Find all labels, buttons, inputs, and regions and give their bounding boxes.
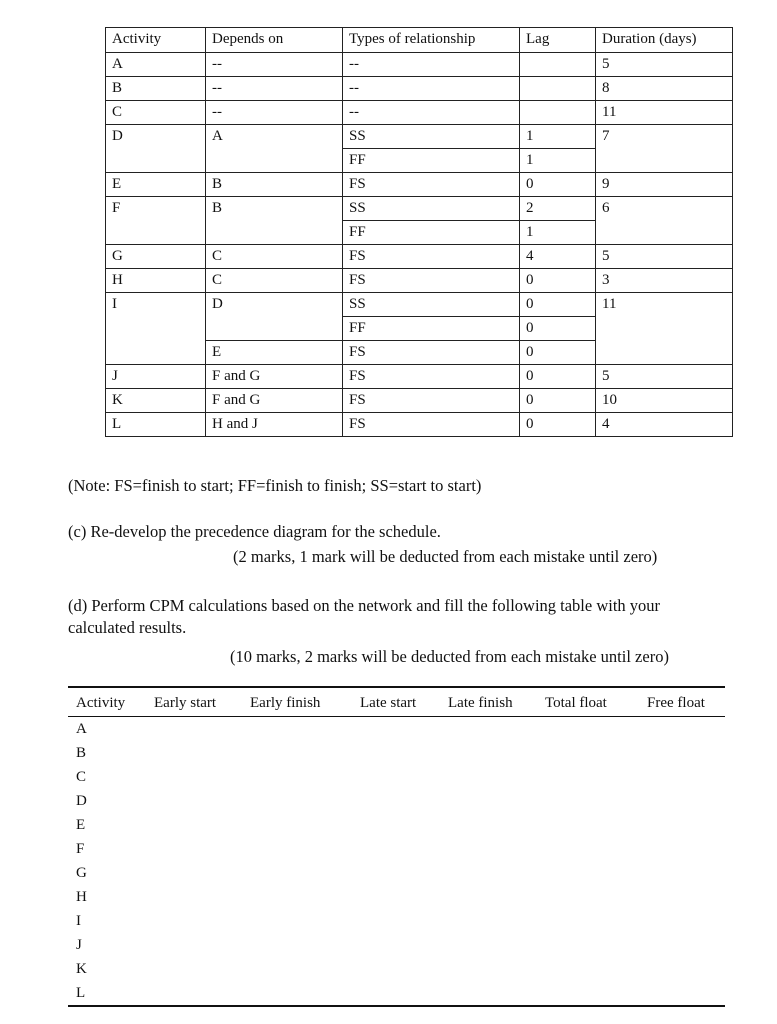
header-early-start: Early start	[146, 687, 242, 717]
activity-cell: L	[106, 413, 206, 437]
blank-cell	[537, 909, 639, 933]
activity-cell: H	[76, 889, 87, 905]
blank-cell	[440, 765, 537, 789]
table-row	[68, 957, 725, 981]
depends-cell: B	[206, 173, 343, 197]
blank-cell	[639, 981, 725, 1006]
blank-cell	[352, 981, 440, 1006]
lag-cell: 1	[520, 149, 596, 173]
table-row	[68, 765, 725, 789]
activity-cell: C	[106, 101, 206, 125]
blank-cell	[537, 765, 639, 789]
blank-cell	[242, 957, 352, 981]
blank-cell	[639, 957, 725, 981]
activity-cell: G	[76, 865, 87, 881]
blank-cell	[146, 885, 242, 909]
blank-cell	[352, 861, 440, 885]
blank-cell	[146, 741, 242, 765]
type-cell: FS	[343, 365, 520, 389]
lag-cell: 0	[520, 389, 596, 413]
blank-cell	[242, 837, 352, 861]
depends-cell: F and G	[206, 365, 343, 389]
activity-cell: K	[106, 389, 206, 413]
depends-cell: D	[206, 293, 343, 341]
blank-cell	[639, 717, 725, 742]
lag-cell: 0	[520, 293, 596, 317]
table-row	[68, 933, 725, 957]
type-cell: FS	[343, 413, 520, 437]
table-row	[106, 125, 733, 149]
header-total-float: Total float	[537, 687, 639, 717]
duration-cell: 5	[596, 245, 733, 269]
cpm-table-header	[68, 687, 725, 717]
table-row	[68, 741, 725, 765]
activity-cell: J	[76, 937, 82, 953]
blank-cell	[639, 837, 725, 861]
blank-cell	[146, 717, 242, 742]
activity-cell: F	[106, 197, 206, 245]
blank-cell	[537, 957, 639, 981]
lag-cell: 0	[520, 365, 596, 389]
table-row	[68, 909, 725, 933]
blank-cell	[440, 717, 537, 742]
header-lag: Lag	[520, 28, 596, 53]
blank-cell	[440, 957, 537, 981]
table-row	[68, 861, 725, 885]
table-row	[106, 293, 733, 317]
blank-cell	[537, 933, 639, 957]
lag-cell: 0	[520, 173, 596, 197]
blank-cell	[352, 765, 440, 789]
blank-cell	[352, 741, 440, 765]
relationship-note: (Note: FS=finish to start; FF=finish to finish; SS=start to start)	[68, 476, 482, 495]
blank-cell	[537, 885, 639, 909]
cpm-results-table	[68, 686, 725, 1007]
blank-cell	[440, 741, 537, 765]
table-row	[68, 789, 725, 813]
blank-cell	[352, 957, 440, 981]
duration-cell: 3	[596, 269, 733, 293]
header-late-start: Late start	[352, 687, 440, 717]
blank-cell	[639, 933, 725, 957]
blank-cell	[537, 789, 639, 813]
type-cell: FS	[343, 245, 520, 269]
activity-cell: A	[76, 721, 87, 737]
table-row	[106, 365, 733, 389]
blank-cell	[440, 981, 537, 1006]
question-c-marks: (2 marks, 1 mark will be deducted from each mistake until zero)	[233, 547, 658, 566]
blank-cell	[242, 765, 352, 789]
activity-cell: I	[76, 913, 81, 929]
activity-cell: K	[76, 961, 87, 977]
blank-cell	[146, 765, 242, 789]
blank-cell	[537, 861, 639, 885]
duration-cell: 11	[596, 293, 733, 365]
blank-cell	[352, 789, 440, 813]
blank-cell	[146, 789, 242, 813]
duration-cell: 7	[596, 125, 733, 173]
blank-cell	[537, 741, 639, 765]
blank-cell	[242, 981, 352, 1006]
table-row	[68, 885, 725, 909]
dependency-table-header	[106, 28, 733, 53]
activity-cell: E	[76, 817, 86, 833]
header-early-finish: Early finish	[242, 687, 352, 717]
question-d-text-line1: (d) Perform CPM calculations based on the network and fill the following table with your	[68, 596, 661, 615]
depends-cell: --	[206, 53, 343, 77]
blank-cell	[146, 909, 242, 933]
lag-cell: 1	[520, 221, 596, 245]
activity-cell: L	[68, 981, 146, 1006]
blank-cell	[639, 765, 725, 789]
blank-cell	[146, 981, 242, 1006]
blank-cell	[440, 933, 537, 957]
blank-cell	[639, 861, 725, 885]
blank-cell	[242, 909, 352, 933]
type-cell: --	[343, 101, 520, 125]
blank-cell	[146, 957, 242, 981]
depends-cell: C	[206, 245, 343, 269]
depends-cell: --	[206, 101, 343, 125]
activity-cell: B	[76, 745, 87, 761]
table-row	[68, 837, 725, 861]
depends-cell: F and G	[206, 389, 343, 413]
header-free-float: Free float	[639, 687, 725, 717]
duration-cell: 5	[596, 53, 733, 77]
question-c-text: (c) Re-develop the precedence diagram for the schedule.	[68, 522, 441, 541]
duration-cell: 5	[596, 365, 733, 389]
type-cell: --	[343, 53, 520, 77]
blank-cell	[537, 981, 639, 1006]
blank-cell	[639, 789, 725, 813]
table-row	[106, 173, 733, 197]
dependency-table	[105, 27, 733, 437]
blank-cell	[440, 789, 537, 813]
blank-cell	[146, 813, 242, 837]
blank-cell	[639, 909, 725, 933]
table-row	[68, 717, 725, 742]
blank-cell	[440, 909, 537, 933]
activity-cell: H	[106, 269, 206, 293]
lag-cell: 0	[520, 269, 596, 293]
blank-cell	[352, 933, 440, 957]
depends-cell: E	[206, 341, 343, 365]
blank-cell	[639, 741, 725, 765]
activity-cell: A	[106, 53, 206, 77]
header-activity: Activity	[106, 28, 206, 53]
depends-cell: H and J	[206, 413, 343, 437]
blank-cell	[352, 837, 440, 861]
activity-cell: J	[106, 365, 206, 389]
header-depends-on: Depends on	[206, 28, 343, 53]
blank-cell	[440, 885, 537, 909]
activity-cell: C	[76, 769, 87, 785]
table-row	[106, 101, 733, 125]
blank-cell	[440, 837, 537, 861]
type-cell: FS	[343, 269, 520, 293]
blank-cell	[639, 813, 725, 837]
blank-cell	[242, 933, 352, 957]
blank-cell	[440, 813, 537, 837]
lag-cell: 0	[520, 341, 596, 365]
blank-cell	[146, 933, 242, 957]
depends-cell: --	[206, 77, 343, 101]
blank-cell	[352, 717, 440, 742]
blank-cell	[440, 861, 537, 885]
type-cell: FS	[343, 173, 520, 197]
activity-cell: G	[106, 245, 206, 269]
lag-cell: 0	[520, 413, 596, 437]
activity-cell: I	[106, 293, 206, 365]
table-row	[68, 981, 725, 1006]
type-cell: FS	[343, 341, 520, 365]
question-d-marks: (10 marks, 2 marks will be deducted from each mistake until zero)	[230, 647, 669, 666]
table-row	[106, 269, 733, 293]
table-row	[106, 53, 733, 77]
activity-cell: F	[76, 841, 85, 857]
table-row	[106, 413, 733, 437]
type-cell: SS	[343, 197, 520, 221]
blank-cell	[242, 813, 352, 837]
blank-cell	[352, 885, 440, 909]
header-types: Types of relationship	[343, 28, 520, 53]
activity-cell: B	[106, 77, 206, 101]
depends-cell: B	[206, 197, 343, 245]
type-cell: SS	[343, 293, 520, 317]
lag-cell: 1	[520, 125, 596, 149]
blank-cell	[242, 717, 352, 742]
blank-cell	[242, 789, 352, 813]
blank-cell	[537, 813, 639, 837]
type-cell: FF	[343, 221, 520, 245]
blank-cell	[146, 861, 242, 885]
blank-cell	[242, 885, 352, 909]
lag-cell	[520, 53, 596, 77]
blank-cell	[352, 813, 440, 837]
duration-cell: 11	[596, 101, 733, 125]
duration-cell: 6	[596, 197, 733, 245]
duration-cell: 10	[596, 389, 733, 413]
table-row	[106, 197, 733, 221]
blank-cell	[352, 909, 440, 933]
blank-cell	[537, 837, 639, 861]
table-row	[68, 813, 725, 837]
depends-cell: A	[206, 125, 343, 173]
activity-cell: D	[106, 125, 206, 173]
header-late-finish: Late finish	[440, 687, 537, 717]
blank-cell	[537, 717, 639, 742]
question-d-text-line2: calculated results.	[68, 618, 187, 637]
activity-cell: D	[76, 793, 87, 809]
blank-cell	[242, 741, 352, 765]
type-cell: FF	[343, 317, 520, 341]
duration-cell: 8	[596, 77, 733, 101]
duration-cell: 9	[596, 173, 733, 197]
header-activity: Activity	[68, 687, 146, 717]
lag-cell: 4	[520, 245, 596, 269]
activity-cell: E	[106, 173, 206, 197]
lag-cell: 2	[520, 197, 596, 221]
lag-cell	[520, 101, 596, 125]
table-row	[106, 77, 733, 101]
type-cell: SS	[343, 125, 520, 149]
blank-cell	[639, 885, 725, 909]
header-duration: Duration (days)	[596, 28, 733, 53]
depends-cell: C	[206, 269, 343, 293]
type-cell: FS	[343, 389, 520, 413]
lag-cell	[520, 77, 596, 101]
table-row	[106, 389, 733, 413]
lag-cell: 0	[520, 317, 596, 341]
blank-cell	[242, 861, 352, 885]
type-cell: FF	[343, 149, 520, 173]
blank-cell	[146, 837, 242, 861]
duration-cell: 4	[596, 413, 733, 437]
table-row	[106, 245, 733, 269]
type-cell: --	[343, 77, 520, 101]
